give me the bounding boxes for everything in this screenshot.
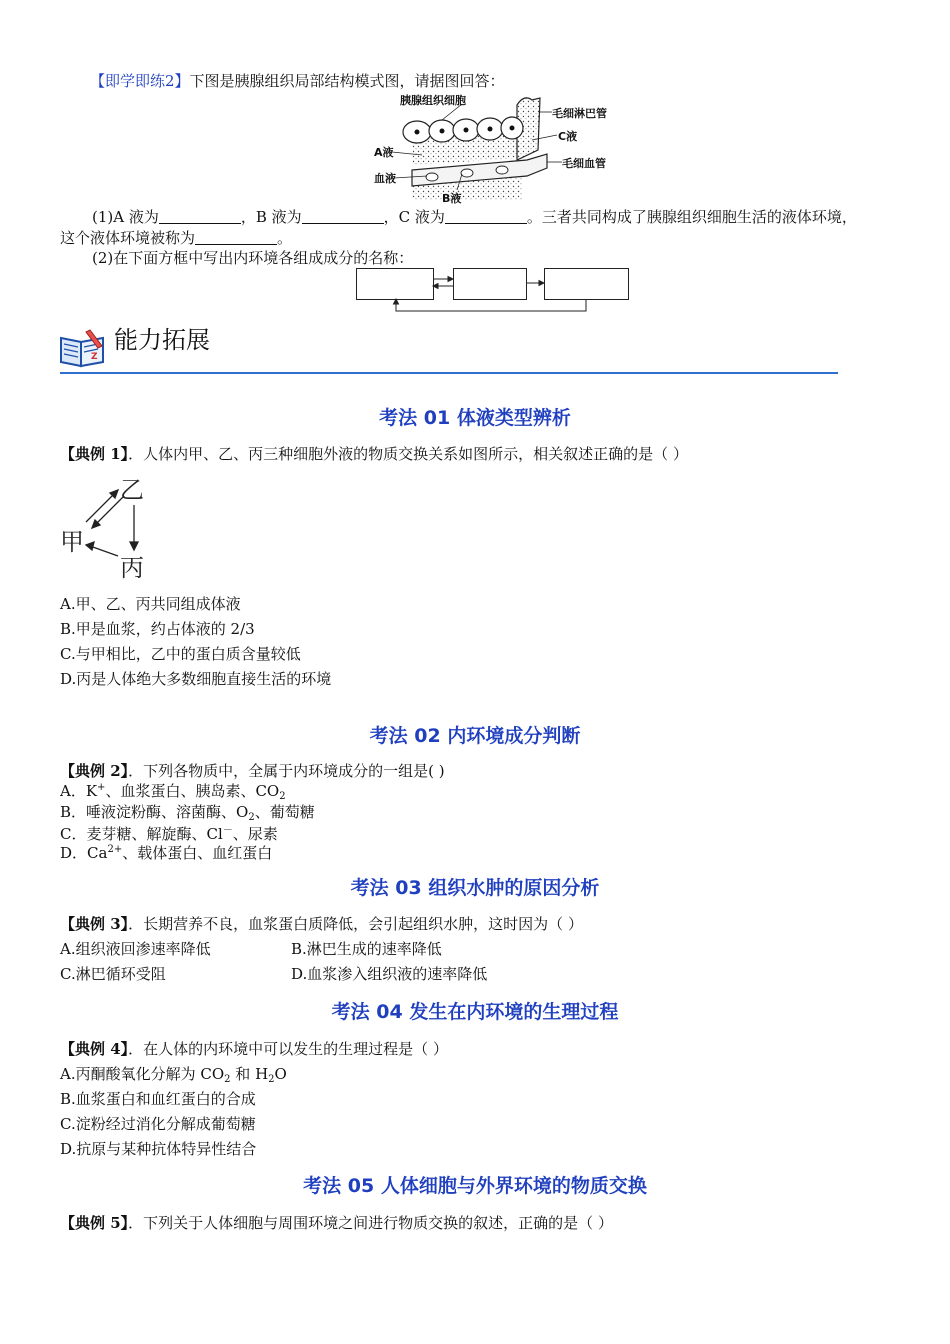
- example-2-option-c[interactable]: C．麦芽糖、解旋酶、Cl－、尿素: [60, 825, 278, 843]
- practice-intro: [90, 70, 505, 91]
- example-5-label: 【典例 5】: [60, 1214, 129, 1232]
- practice-q1-line1: (1)A 液为 ，B 液为 ，C 液为 。三者共同构成了胰腺组织细胞生活的液体环境，: [92, 208, 857, 226]
- label-c-fluid: C液: [558, 130, 578, 143]
- example-1-option-d[interactable]: D.丙是人体绝大多数细胞直接生活的环境: [60, 670, 332, 688]
- example-3-option-b[interactable]: B.淋巴生成的速率降低: [291, 940, 442, 958]
- example-3-label: 【典例 3】: [60, 915, 129, 933]
- section-title-01: 考法 01 体液类型辨析: [379, 407, 571, 429]
- example-4-stem: 【典例 4】．在人体的内环境中可以发生的生理过程是（ ）: [60, 1040, 448, 1058]
- example-1-option-b[interactable]: B.甲是血浆，约占体液的 2/3: [60, 620, 255, 638]
- example-4-option-c[interactable]: C.淀粉经过消化分解成葡萄糖: [60, 1115, 256, 1133]
- example-1-option-a[interactable]: A.甲、乙、丙共同组成体液: [60, 595, 241, 613]
- example-2-option-d[interactable]: D．$Ca^{2+}$、载体蛋白、血红蛋白: [60, 844, 273, 862]
- example-1-stem: 【典例 1】．人体内甲、乙、丙三种细胞外液的物质交换关系如图所示，相关叙述正确的是（ ）: [60, 445, 688, 463]
- ability-title: 能力拓展: [114, 326, 210, 354]
- node-yi: 乙: [120, 476, 144, 504]
- example-4-option-d[interactable]: D.抗原与某种抗体特异性结合: [60, 1140, 257, 1158]
- answer-blank-b[interactable]: [302, 209, 384, 224]
- section-title-03: 考法 03 组织水肿的原因分析: [350, 877, 600, 899]
- pancreas-diagram: [372, 90, 622, 208]
- label-a-fluid: A液: [374, 146, 394, 159]
- label-blood-capillary: 毛细血管: [562, 157, 606, 170]
- answer-blank-internal-env[interactable]: [195, 230, 277, 245]
- answer-blank-c[interactable]: [445, 209, 527, 224]
- section-title-02: 考法 02 内环境成分判断: [369, 725, 581, 747]
- node-bing: 丙: [120, 554, 144, 582]
- example-4-option-b[interactable]: B.血浆蛋白和血红蛋白的合成: [60, 1090, 256, 1108]
- book-icon: [58, 326, 108, 370]
- practice-intro-text: 下图是胰腺组织局部结构模式图，请据图回答：: [189, 72, 505, 90]
- example-4-label: 【典例 4】: [60, 1040, 129, 1058]
- section-title-04: 考法 04 发生在内环境的生理过程: [331, 1001, 619, 1023]
- example-2-stem: 【典例 2】．下列各物质中，全属于内环境成分的一组是( ): [60, 762, 445, 780]
- label-b-fluid: B液: [442, 192, 462, 205]
- example-2-option-a[interactable]: A．K+、血浆蛋白、胰岛素、$CO_2$: [60, 782, 286, 802]
- node-jia: 甲: [60, 528, 84, 556]
- section-title-05: 考法 05 人体细胞与外界环境的物质交换: [303, 1175, 647, 1197]
- label-lymph-capillary: 毛细淋巴管: [552, 107, 607, 120]
- example-1-option-c[interactable]: C.与甲相比，乙中的蛋白质含量较低: [60, 645, 301, 663]
- example-3-option-c[interactable]: C.淋巴循环受阻: [60, 965, 166, 983]
- box-arrows: [350, 266, 640, 316]
- example-5-stem: 【典例 5】．下列关于人体细胞与周围环境之间进行物质交换的叙述，正确的是（ ）: [60, 1214, 613, 1232]
- example-3-option-a[interactable]: A.组织液回渗速率降低: [60, 940, 211, 958]
- svg-text:Z: Z: [91, 352, 98, 362]
- ability-rule: [60, 372, 838, 374]
- practice-q2: (2)在下面方框中写出内环境各组成成分的名称：: [92, 249, 414, 267]
- example-3-option-d[interactable]: D.血浆渗入组织液的速率降低: [291, 965, 488, 983]
- practice-q1-line2: 这个液体环境被称为 。: [60, 229, 293, 247]
- label-blood: 血液: [374, 172, 396, 185]
- answer-blank-a[interactable]: [159, 209, 241, 224]
- example-2-option-b[interactable]: B．唾液淀粉酶、溶菌酶、$O_2$、葡萄糖: [60, 803, 315, 823]
- fluid-exchange-diagram: [58, 470, 168, 582]
- example-1-label: 【典例 1】: [60, 445, 129, 463]
- example-4-option-a[interactable]: A.丙酮酸氧化分解为 $CO_2$ 和 $H_2O$: [60, 1065, 287, 1085]
- label-pancreas-cell: 胰腺组织细胞: [400, 94, 466, 107]
- example-2-label: 【典例 2】: [60, 762, 129, 780]
- practice-label: 【即学即练2】: [90, 72, 190, 90]
- example-3-stem: 【典例 3】．长期营养不良，血浆蛋白质降低，会引起组织水肿，这时因为（ ）: [60, 915, 583, 933]
